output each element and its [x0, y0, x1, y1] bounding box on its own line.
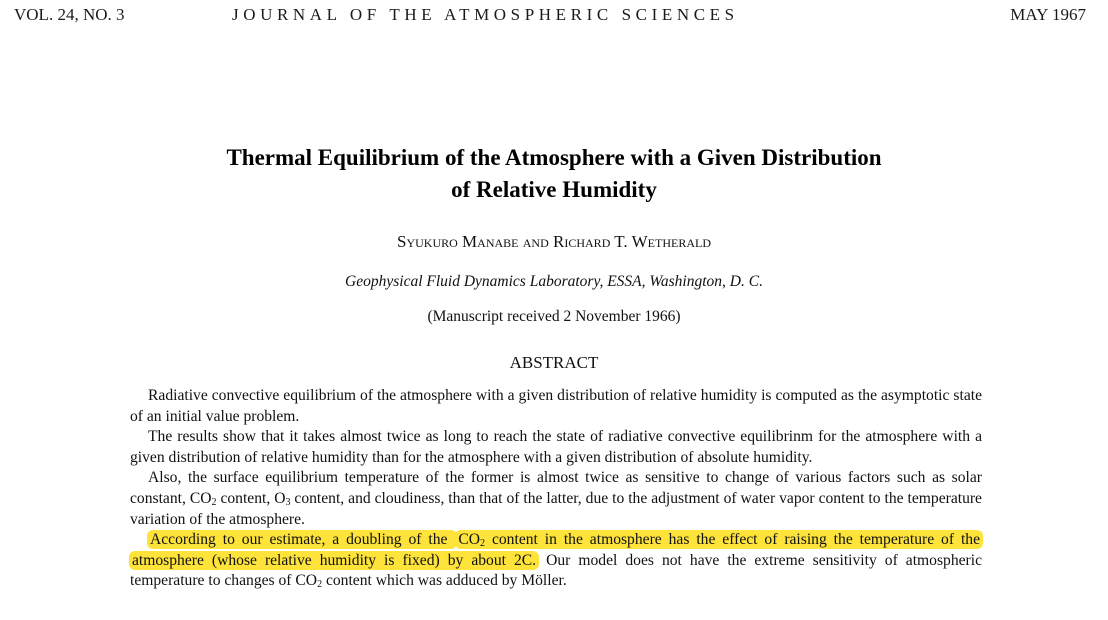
highlight-c: content in the atmosphere has the effect of raising the temperature of the atmosphere (whose relative humidity is fixed) by about 2C. [132, 531, 980, 569]
abstract-paragraph-1: Radiative convective equilibrium of the atmosphere with a given distribution of relative humidity is computed as the asymptotic state of an initial value problem. [130, 387, 982, 425]
abstract-paragraph-4 [130, 530, 982, 592]
p3-text-a: Also, the surface equilibrium temperature of the former is almost twice as sensitive to change of various factors such as solar constant, CO [130, 469, 982, 507]
journal-name: JOURNAL OF THE ATMOSPHERIC SCIENCES [232, 5, 739, 24]
highlight-a: According to our estimate, a doubling of the [147, 530, 457, 549]
abstract-heading: ABSTRACT [509, 353, 599, 372]
p4-rest-subscript: 2 [317, 579, 323, 591]
abstract-body [130, 386, 982, 592]
abstract-paragraph-2: The results show that it takes almost twice as long to reach the state of radiative convective equilibrinm for the atmosphere with a given distribution of relative humidity than for the atmosphere with a given distribution of absolute humidity. [130, 428, 982, 466]
p4-rest-b: content which was adduced by Möller. [322, 572, 567, 590]
publication-date: MAY 1967 [1010, 5, 1086, 24]
authors [0, 232, 1108, 252]
p3-text-b: content, O [216, 489, 286, 507]
paper-title [0, 142, 1108, 206]
manuscript-received: (Manuscript received 2 November 1966) [427, 308, 681, 325]
highlight-subscript: 2 [480, 538, 486, 550]
author-1: Syukuro Manabe [397, 232, 519, 251]
p4-rest-a: Our model does not have the extreme sensitivity of atmospheric temperature to changes of CO [130, 551, 982, 590]
author-2: Richard T. Wetherald [553, 232, 711, 251]
affiliation: Geophysical Fluid Dynamics Laboratory, ESSA, Washington, D. C. [345, 273, 763, 290]
title-line-2: of Relative Humidity [451, 177, 657, 202]
abstract-paragraph-3 [130, 468, 982, 530]
author-conjunction: and [522, 232, 549, 251]
p3-subscript-1: 2 [211, 496, 217, 508]
highlight-co: CO [458, 531, 481, 549]
volume-issue: VOL. 24, NO. 3 [14, 5, 125, 24]
p3-text-c: content, and cloudiness, than that of the latter, due to the adjustment of water vapor content to the temperature variation of the atmosphere. [130, 489, 982, 528]
p3-subscript-2: 3 [285, 496, 291, 508]
title-line-1: Thermal Equilibrium of the Atmosphere with a Given Distribution [226, 145, 882, 170]
